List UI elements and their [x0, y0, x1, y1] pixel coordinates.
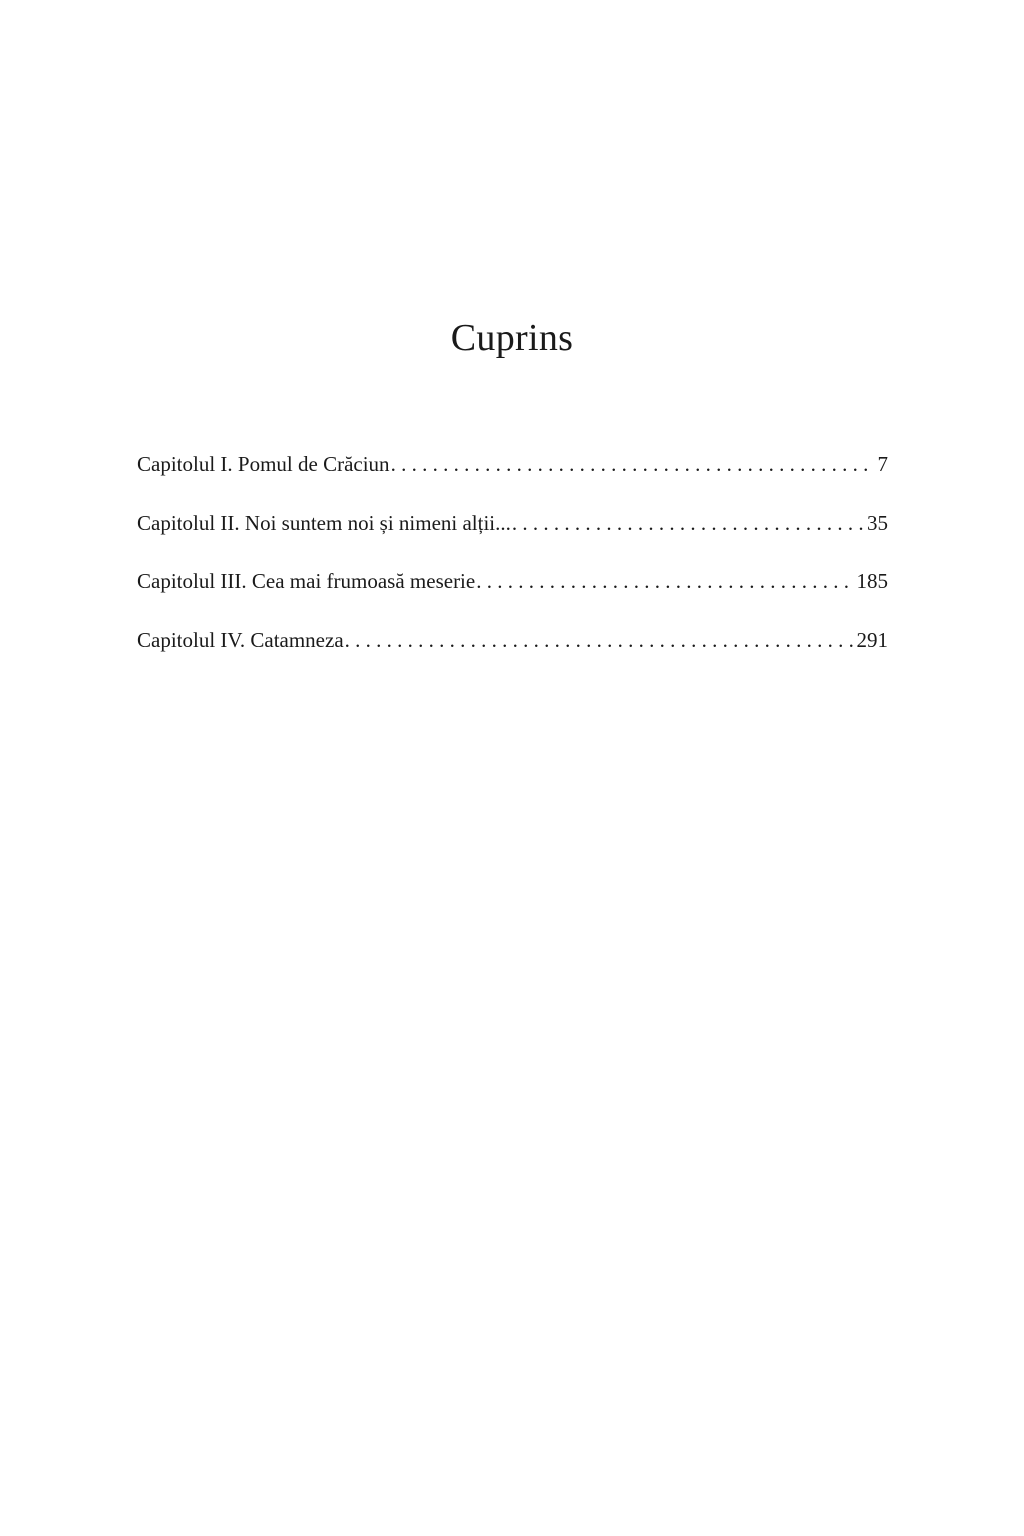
toc-entry-chapter-4[interactable] [137, 622, 888, 681]
toc-entry-page-number: 291 [856, 627, 888, 652]
page-title: Cuprins [450, 317, 574, 359]
table-of-contents [137, 446, 888, 680]
dot-leader [391, 446, 874, 482]
dot-leader [345, 622, 853, 658]
toc-entry-page-number: 35 [867, 510, 888, 535]
toc-entry-chapter-1[interactable] [137, 446, 888, 505]
toc-entry-title: Capitolul III. Cea mai frumoasă meserie [137, 569, 476, 593]
dot-leader [476, 563, 852, 599]
toc-entry-title: Capitolul I. Pomul de Crăciun [137, 452, 390, 476]
toc-entry-page-number: 7 [877, 452, 888, 476]
toc-entry-title: Capitolul II. Noi suntem noi și nimeni alții... [137, 510, 511, 535]
toc-entry-page-number: 185 [856, 569, 888, 593]
toc-entry-title: Capitolul IV. Catamneza [137, 627, 344, 652]
toc-entry-chapter-3[interactable] [137, 563, 888, 622]
dot-leader [512, 505, 863, 541]
toc-entry-chapter-2[interactable] [137, 505, 888, 564]
